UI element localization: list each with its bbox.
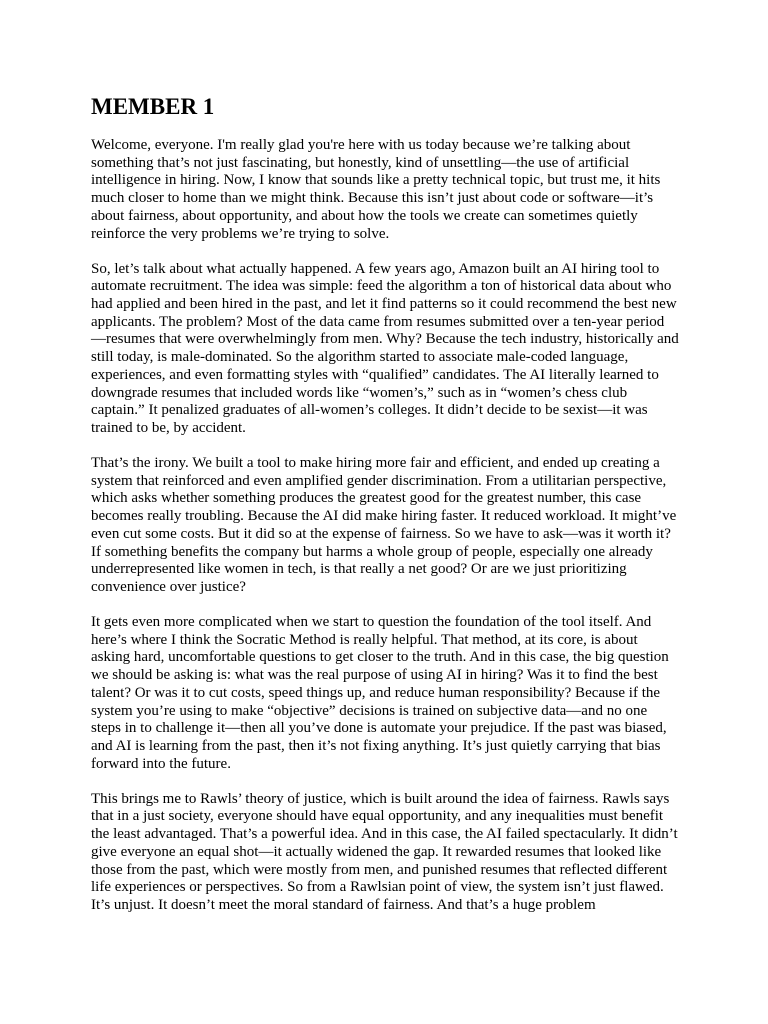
paragraph: This brings me to Rawls’ theory of justice, which is built around the idea of fairness. Rawls says that in a just society, everyone should have equal opportunity, and any inequalities must benefit the least advantaged. That’s a powerful idea. And in this case, the AI failed spectacularly. It didn’t give everyone an equal shot—it actually widened the gap. It rewarded resumes that looked like those from the past, which were mostly from men, and punished resumes that reflected different life experiences or perspectives. So from a Rawlsian point of view, the system isn’t just flawed. It’s unjust. It doesn’t meet the moral standard of fairness. And that’s a huge problem <box>91 790 678 913</box>
document-body <box>91 94 679 932</box>
paragraph: So, let’s talk about what actually happened. A few years ago, Amazon built an AI hiring tool to automate recruitment. The idea was simple: feed the algorithm a ton of historical data about who had applied and been hired in the past, and let it find patterns so it could recommend the best new applicants. The problem? Most of the data came from resumes submitted over a ten-year period—resumes that were overwhelmingly from men. Why? Because the tech industry, historically and still today, is male-dominated. So the algorithm started to associate male-coded language, experiences, and even formatting styles with “qualified” candidates. The AI literally learned to downgrade resumes that included words like “women’s,” such as in “women’s chess club captain.” It penalized graduates of all-women’s colleges. It didn’t decide to be sexist—it was trained to be, by accident. <box>91 260 679 436</box>
paragraph: That’s the irony. We built a tool to make hiring more fair and efficient, and ended up creating a system that reinforced and even amplified gender discrimination. From a utilitarian perspective, which asks whether something produces the greatest good for the greatest number, this case becomes really troubling. Because the AI did make hiring faster. It reduced workload. It might’ve even cut some costs. But it did so at the expense of fairness. So we have to ask—was it worth it? If something benefits the company but harms a whole group of people, especially one already underrepresented like women in tech, is that really a net good? Or are we just prioritizing convenience over justice? <box>91 455 677 595</box>
section-heading: MEMBER 1 <box>91 94 215 119</box>
paragraph: It gets even more complicated when we start to question the foundation of the tool itself. And here’s where I think the Socratic Method is really helpful. That method, at its core, is about asking hard, uncomfortable questions to get closer to the truth. And in this case, the big question we should be asking is: what was the real purpose of using AI in hiring? Was it to find the best talent? Or was it to cut costs, speed things up, and reduce human responsibility? Because if the system you’re using to make “objective” decisions is trained on subjective data—and no one steps in to challenge it—then all you’ve done is automate your prejudice. If the past was biased, and AI is learning from the past, then it’s not fixing anything. It’s just quietly carrying that bias forward into the future. <box>91 614 669 772</box>
paragraph: Welcome, everyone. I'm really glad you're here with us today because we’re talking about something that’s not just fascinating, but honestly, kind of unsettling—the use of artificial intelligence in hiring. Now, I know that sounds like a pretty technical topic, but trust me, it hits much closer to home than we might think. Because this isn’t just about code or software—it’s about fairness, about opportunity, and about how the tools we create can sometimes quietly reinforce the very problems we’re trying to solve. <box>91 137 661 242</box>
